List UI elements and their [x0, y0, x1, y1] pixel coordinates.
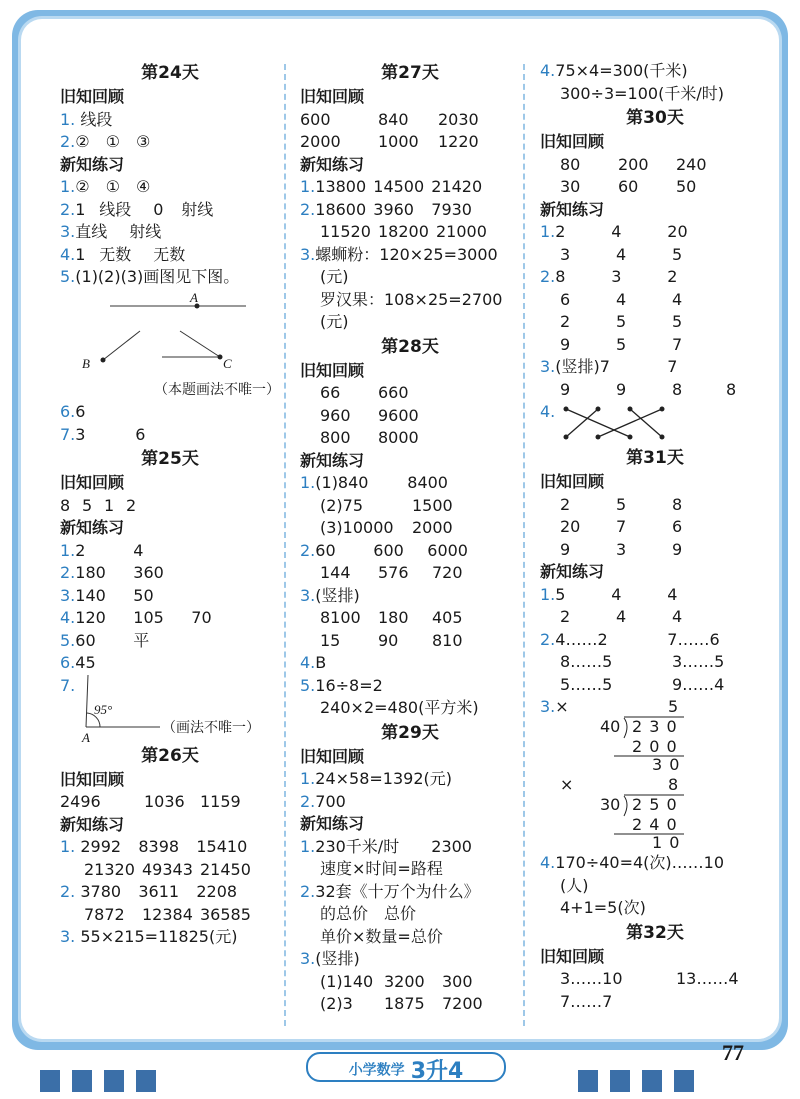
answer: 9……4 — [672, 674, 725, 694]
answer: 8100 — [320, 608, 361, 627]
answer: 9600 — [378, 405, 419, 425]
answer: 3……5 — [672, 652, 725, 671]
answer: 24×58=1392(元) — [315, 769, 453, 788]
answer: 7200 — [442, 994, 483, 1013]
answer: 720 — [432, 563, 463, 582]
answer: 2 — [75, 540, 86, 560]
answer: 840 — [378, 109, 409, 129]
answer: 5 — [616, 312, 627, 331]
answer: 11520 — [320, 222, 371, 241]
answer: 3……10 — [560, 969, 623, 988]
answer: 170÷40=4(次)……10 — [555, 853, 725, 872]
answer: × — [555, 697, 569, 716]
section-review: 旧知回顾 — [540, 472, 605, 491]
answer: 1000 — [378, 132, 419, 151]
section-review: 旧知回顾 — [540, 132, 605, 151]
book-title-badge — [306, 1052, 506, 1082]
answer: 800 — [320, 428, 351, 447]
answer: 2000 — [412, 518, 453, 537]
answer: 3960 — [373, 199, 414, 219]
remainder: 3 0 — [652, 755, 681, 774]
divisor: 40 — [600, 717, 621, 736]
section-review: 旧知回顾 — [300, 360, 365, 380]
answer: (1)140 — [320, 971, 374, 991]
answer: 4 — [611, 584, 622, 604]
answer: 7 — [672, 334, 683, 354]
answer: 50 — [133, 585, 154, 605]
answer: 8 — [672, 494, 683, 514]
section-practice: 新知练习 — [540, 199, 605, 219]
answer: 1159 — [200, 792, 241, 811]
answer: 13800 — [315, 177, 367, 196]
answer: 3780 — [80, 882, 122, 901]
answer: 线段 — [99, 199, 132, 219]
answer: 5……5 — [560, 674, 613, 694]
answer: 1 — [75, 244, 86, 264]
matching-figure: 4. — [540, 401, 770, 445]
answer: 射线 — [181, 199, 214, 219]
answer: B — [315, 653, 327, 672]
answer: 660 — [378, 383, 409, 402]
answer: 60 — [618, 177, 639, 196]
answer: 6 — [672, 517, 683, 536]
answer: 2 — [126, 495, 137, 515]
answer: 21450 — [200, 859, 251, 879]
answer: 240×2=480(平方米) — [320, 698, 479, 717]
answer: 1 — [75, 199, 86, 219]
answer: 8……5 — [560, 652, 613, 671]
answer: 7930 — [431, 199, 472, 219]
answer: 2496 — [60, 792, 101, 811]
answer: 70 — [191, 608, 212, 627]
answer: 240 — [676, 154, 707, 174]
answer: 8400 — [407, 473, 448, 492]
answer: 2 — [667, 267, 678, 286]
answer: 18200 — [378, 222, 429, 241]
answer: 5 — [616, 494, 627, 514]
dividend: 2 3 0 — [632, 717, 678, 736]
answer: 2300 — [431, 836, 472, 856]
answer: 16÷8=2 — [315, 675, 383, 695]
answer: (2)75 — [320, 495, 364, 515]
answer: 55×215=11825(元) — [80, 927, 238, 946]
answer: 3611 — [138, 882, 180, 901]
column-divider — [284, 64, 286, 1026]
decorative-stripes — [40, 1070, 168, 1092]
answer: 6 — [75, 402, 86, 421]
dividend: 2 5 0 — [632, 795, 678, 814]
answer: 15 — [320, 630, 341, 650]
answer: 4 — [616, 244, 627, 264]
answer: 14500 — [373, 177, 425, 196]
day-24-title: 第24天 — [141, 63, 199, 83]
answer: 2 — [560, 312, 571, 331]
answer: 无数 — [153, 244, 186, 264]
answer: 4 — [133, 540, 144, 560]
section-practice: 新知练习 — [60, 518, 125, 537]
answer: ② ① ③ — [75, 132, 151, 151]
answer: 600 — [300, 109, 331, 129]
answer: 300 — [442, 971, 473, 991]
day-27-title: 第27天 — [381, 63, 439, 83]
answer: 32套《十万个为什么》 — [315, 881, 480, 901]
section-review: 旧知回顾 — [60, 87, 125, 106]
answer: 66 — [320, 383, 341, 402]
answer: 12384 — [142, 904, 193, 924]
long-division-2 — [540, 774, 770, 852]
answer: (1)840 — [315, 473, 369, 492]
answer: 直线 — [75, 222, 108, 241]
figure-note: （本题画法不唯一） — [154, 381, 280, 398]
answer: 螺蛳粉：120×25=3000 — [315, 244, 498, 264]
answer: 5 — [555, 584, 566, 604]
answer: 3 — [616, 539, 627, 559]
answer: 7872 — [84, 904, 125, 924]
column-1: 第24天 旧知回顾 1. 线段 2.② ① ③ 新知练习 1.② ① ④ 2.1 线段 0 射线 3.直线 射线 4.1 无数 无数 5.(1)(2)(3)画图见下图。 A B C （本题画法不唯一） 6.6 7.3 6 第25天 旧知回顾 8 5 1 2 新知练习 1.2 4 2.180 360 3.140 50 4.120 105 70 5.60 平 6.45 7. 95° A （画法不唯一） 第26天 旧知回顾 2496 1036 1159 新知练习 1. 2992 8398 15410 21320 49343 21450 2. 3780 3611 2208 7872 12384 36585 3. 55×215=11825(元) — [60, 60, 280, 949]
answer: 600 — [373, 540, 404, 560]
line-ray-figure — [60, 289, 280, 379]
subject-label: 小学数学 — [348, 1062, 405, 1079]
answer: 无数 — [99, 244, 132, 264]
answer: 7……7 — [560, 991, 613, 1011]
grade-label: 3升4 — [410, 1059, 464, 1084]
figure-note: （画法不唯一） — [162, 719, 260, 736]
answer: 3 — [560, 244, 571, 264]
answer: 810 — [432, 630, 463, 650]
answer: (竖排) — [315, 585, 360, 605]
answer: 49343 — [142, 859, 193, 879]
answer: 1500 — [412, 495, 453, 515]
day-29-title: 第29天 — [381, 722, 439, 743]
answer: 9 — [560, 379, 571, 399]
section-practice: 新知练习 — [300, 814, 365, 833]
point-label: A — [190, 289, 198, 305]
answer: 1220 — [438, 132, 479, 151]
answer: (竖排) — [315, 949, 360, 968]
answer: 2 — [555, 222, 566, 241]
answer: 射线 — [129, 222, 162, 241]
answer: 21320 — [84, 859, 135, 879]
answer: 7……6 — [667, 629, 720, 649]
day-28-title: 第28天 — [381, 336, 439, 357]
answer: 21420 — [431, 177, 483, 196]
answer: 2 — [560, 607, 571, 626]
point-label: A — [82, 729, 90, 745]
answer: 6000 — [427, 540, 468, 560]
answer: 90 — [378, 630, 399, 650]
answer: 线段 — [80, 109, 113, 129]
answer: 2208 — [196, 882, 238, 901]
answer: 180 — [75, 563, 106, 582]
day-26-title: 第26天 — [141, 745, 199, 766]
answer: 9 — [560, 539, 571, 559]
answer: 15410 — [196, 837, 248, 856]
answer: 3 — [611, 267, 622, 286]
quotient: 8 — [668, 775, 679, 794]
angle-label: 95° — [94, 701, 113, 717]
answer: 140 — [75, 585, 106, 605]
answer: 18600 — [315, 199, 367, 219]
answer: 1036 — [144, 792, 185, 811]
answer: 144 — [320, 563, 351, 582]
section-review: 旧知回顾 — [60, 769, 125, 789]
answer: 60 — [75, 630, 96, 650]
answer: 105 — [133, 608, 164, 627]
column-2: 第27天 旧知回顾 600 840 2030 2000 1000 1220 新知练习 1.13800 14500 21420 2.18600 3960 7930 11520 18200 21000 3.螺蛳粉：120×25=3000 (元) 罗汉果：108×25=2700 (元) 第28天 旧知回顾 66 660 960 9600 800 8000 新知练习 1.(1)840 8400 (2)75 1500 (3)10000 2000 2.60 600 6000 144 576 720 3.(竖排) 8100 180 405 15 90 810 4.B 5.16÷8=2 240×2=480(平方米) 第29天 旧知回顾 1.24×58=1392(元) 2.700 新知练习 1.230千米/时 2300 速度×时间=路程 2.32套《十万个为什么》 的总价 总价 单价×数量=总价 3.(竖排) (1)140 3200 300 (2)3 1875 7200 — [300, 60, 520, 1016]
section-review: 旧知回顾 — [540, 946, 605, 966]
answer: 9 — [672, 539, 683, 559]
answer: 6 — [135, 424, 146, 444]
point-label: B — [82, 355, 90, 371]
answer: (元) — [320, 267, 349, 286]
answer: 8000 — [378, 428, 419, 447]
quotient: 5 — [668, 697, 679, 716]
remainder: 1 0 — [652, 833, 681, 852]
column-3: 4.75×4=300(千米) 300÷3=100(千米/时) 第30天 旧知回顾 80 200 240 30 60 50 新知练习 1.2 4 20 3 4 5 2.8 3 2 6 4 4 2 5 5 9 5 7 3.(竖排)7 7 9 9 8 8 4. 第31天 旧知回顾 2 5 8 20 7 6 9 3 9 新知练习 1.5 4 4 2 4 4 2.4……2 7……6 8……5 3……5 5……5 9……4 3.× 5 40 2 3 0 2 0 0 3 0 × 8 30 2 5 0 2 4 0 1 0 4.170÷40=4(次)……10 (人) 4+1=5(次) 第32天 旧知回顾 3……10 13……4 7……7 — [540, 60, 770, 1013]
answer: 8398 — [138, 837, 180, 856]
answer: 4 — [616, 607, 627, 626]
day-32-title: 第32天 — [626, 922, 684, 943]
answer: 2000 — [300, 132, 341, 151]
answer: 230千米/时 — [315, 836, 400, 856]
answer: 4……2 — [555, 629, 608, 649]
answer: × — [560, 775, 574, 794]
answer: 120 — [75, 608, 106, 627]
answer: 0 — [153, 199, 164, 219]
day-25-title: 第25天 — [141, 449, 199, 469]
answer: 3200 — [384, 971, 425, 991]
answer: 平 — [133, 630, 150, 650]
section-practice: 新知练习 — [60, 814, 125, 834]
answer: 300÷3=100(千米/时) — [560, 83, 724, 103]
answer: 8 — [60, 495, 71, 515]
answer: 的总价 总价 — [320, 904, 417, 923]
section-review: 旧知回顾 — [300, 87, 365, 106]
answer: 7 — [667, 357, 678, 376]
answer: 50 — [676, 177, 697, 196]
point-label: C — [223, 355, 232, 371]
answer: (元) — [320, 312, 349, 331]
section-review: 旧知回顾 — [300, 746, 365, 766]
section-review: 旧知回顾 — [60, 473, 125, 492]
answer: 4 — [611, 222, 622, 241]
column-divider — [523, 64, 525, 1026]
answer: ② ① ④ — [75, 177, 151, 196]
section-practice: 新知练习 — [300, 154, 365, 174]
answer: 20 — [667, 222, 688, 241]
answer: 4 — [667, 584, 678, 604]
subtrahend: 2 4 0 — [632, 815, 678, 834]
answer: 5 — [82, 495, 93, 515]
answer: 5 — [672, 244, 683, 264]
answer: 2030 — [438, 109, 479, 129]
subtrahend: 2 0 0 — [632, 737, 678, 756]
answer: 1 — [104, 495, 115, 515]
answer: 8 — [555, 267, 566, 286]
answer: 9 — [560, 334, 571, 354]
answer: (2)3 — [320, 994, 353, 1013]
long-division-1: 3.× 5 40 2 3 0 2 0 0 3 0 — [540, 696, 770, 774]
decorative-stripes — [578, 1070, 706, 1092]
answer: 5 — [672, 312, 683, 331]
section-practice: 新知练习 — [60, 154, 125, 174]
answer: 5 — [616, 334, 627, 354]
answer: 2 — [560, 494, 571, 514]
answer: 速度×时间=路程 — [320, 859, 443, 878]
answer: 4 — [672, 289, 683, 309]
answer: 180 — [378, 608, 409, 627]
answer: (3)10000 — [320, 518, 394, 537]
answer: 3 — [75, 424, 86, 444]
answer: 4+1=5(次) — [560, 898, 646, 917]
angle-figure: 7. 95° A （画法不唯一） — [60, 675, 280, 743]
answer: 200 — [618, 154, 649, 174]
answer: (竖排)7 — [555, 357, 610, 376]
answer: 罗汉果：108×25=2700 — [320, 289, 503, 309]
page-number: 77 — [722, 1040, 744, 1065]
answer: 80 — [560, 154, 581, 174]
answer: 2992 — [80, 837, 122, 856]
answer: 360 — [133, 563, 164, 582]
answer: (1)(2)(3)画图见下图。 — [75, 267, 240, 286]
answer: 9 — [616, 379, 627, 399]
answer: 45 — [75, 653, 96, 672]
day-30-title: 第30天 — [626, 108, 684, 128]
answer: 1875 — [384, 994, 425, 1013]
answer: 13……4 — [676, 969, 739, 988]
answer: 单价×数量=总价 — [320, 926, 443, 946]
answer: 700 — [315, 791, 346, 811]
answer: 30 — [560, 177, 581, 196]
answer: 4 — [616, 289, 627, 309]
answer: 8 — [726, 379, 737, 399]
answer: 20 — [560, 517, 581, 536]
answer: 405 — [432, 608, 463, 627]
answer: 576 — [378, 563, 409, 582]
answer: 6 — [560, 289, 571, 309]
answer: 4 — [672, 607, 683, 626]
answer: 960 — [320, 405, 351, 425]
answer: 36585 — [200, 904, 251, 924]
section-practice: 新知练习 — [540, 562, 605, 581]
answer: 75×4=300(千米) — [555, 61, 688, 80]
section-practice: 新知练习 — [300, 450, 365, 470]
answer: 21000 — [436, 222, 487, 241]
answer: (人) — [560, 875, 589, 895]
divisor: 30 — [600, 795, 621, 814]
day-31-title: 第31天 — [626, 448, 684, 468]
answer: 8 — [672, 379, 683, 399]
answer: 7 — [616, 517, 627, 536]
answer: 60 — [315, 540, 336, 560]
